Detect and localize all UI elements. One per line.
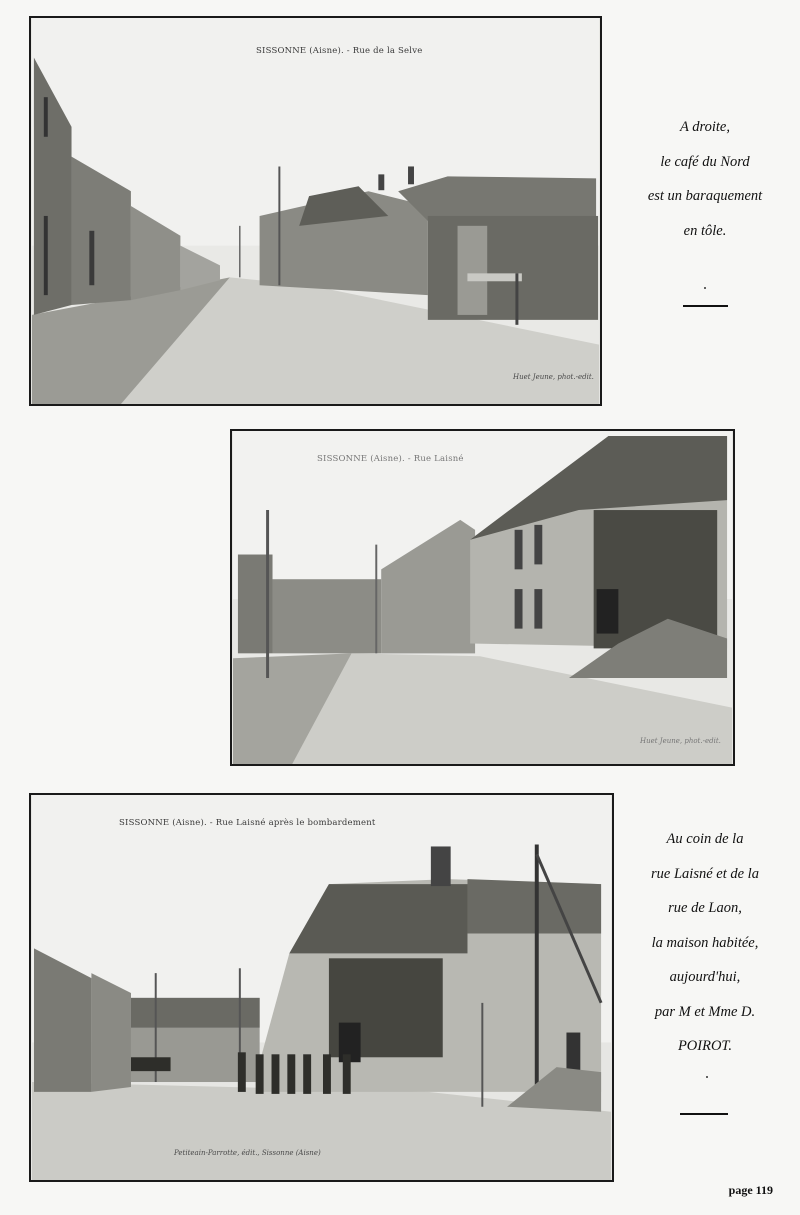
postcard-credit: Huet Jeune, phot.-edit. [640, 737, 721, 745]
decorative-dot [706, 1076, 708, 1078]
postcard-credit: Huet Jeune, phot.-edit. [513, 373, 594, 381]
postcard-credit: Petiteain-Parrotte, édit., Sissonne (Aisne) [174, 1149, 321, 1157]
side-note-line: en tôle. [683, 222, 727, 239]
side-note-line: rue de Laon, [668, 900, 742, 916]
page-number: page 119 [728, 1183, 773, 1197]
side-note-bottom [630, 822, 780, 1064]
postcard-photo-rue-de-la-selve [29, 16, 602, 406]
street-scene-illustration [232, 431, 733, 764]
divider-rule [683, 305, 728, 307]
side-note-line: rue Laisné et de la [651, 865, 759, 882]
side-note-line: est un baraquement [647, 188, 763, 204]
street-scene-illustration [31, 795, 612, 1180]
side-note-line: la maison habitée, [651, 934, 759, 951]
side-note-line: POIROT. [677, 1038, 733, 1054]
postcard-photo-rue-laisne-bombardement [29, 793, 614, 1182]
street-scene-illustration [31, 18, 600, 404]
side-note-line: Au coin de la [666, 831, 744, 847]
side-note-line: le café du Nord [660, 153, 750, 170]
postcard-photo-rue-laisne [230, 429, 735, 766]
side-note-line: A droite, [680, 119, 730, 135]
postcard-caption: SISSONNE (Aisne). - Rue Laisné après le bombardement [119, 818, 376, 828]
postcard-caption: SISSONNE (Aisne). - Rue de la Selve [256, 46, 423, 56]
side-note-line: par M et Mme D. [654, 1003, 756, 1020]
decorative-dot [704, 287, 706, 289]
side-note-top [635, 110, 775, 248]
divider-rule [680, 1113, 728, 1115]
postcard-caption: SISSONNE (Aisne). - Rue Laisné [317, 454, 464, 464]
side-note-line: aujourd'hui, [669, 969, 741, 985]
